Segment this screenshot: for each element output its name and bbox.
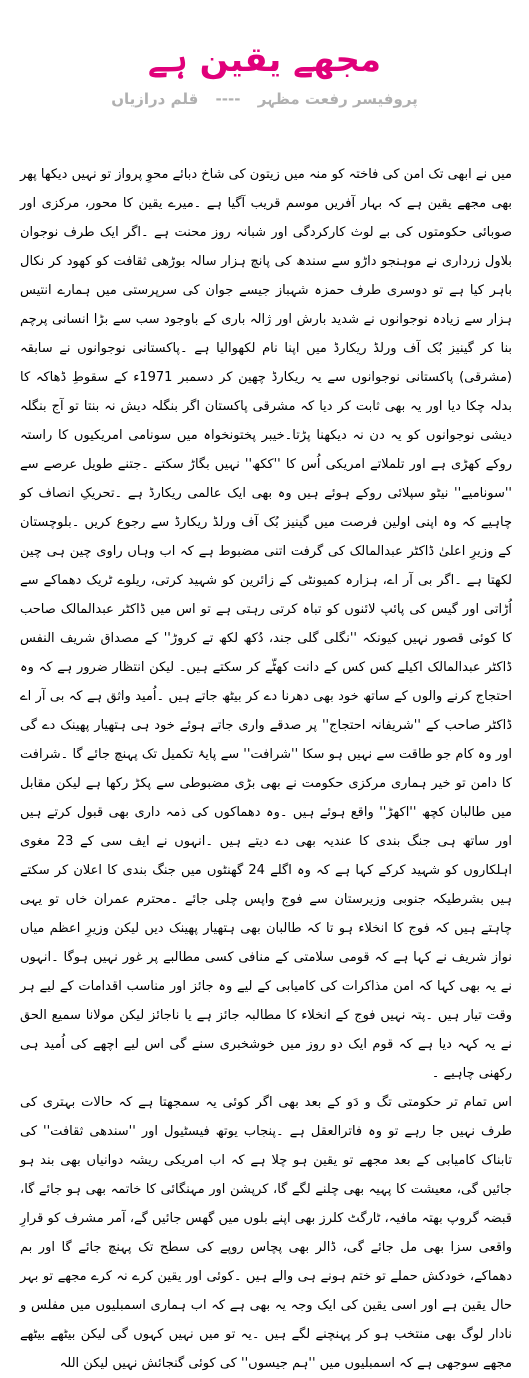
byline	[0, 88, 529, 110]
paragraph: میں نے ابھی تک امن کی فاختہ کو منہ میں زیتون کی شاخ دبائے محوِ پرواز تو نہیں دیکھا پھر بھی مجھے یقین ہے کہ بہار آفریں موسم قریب آگیا ہے ۔میرے یقین کا محور، مرکزی اور صوبائی حکومتوں کی بے لوث کارکردگی اور شبانہ روز محنت ہے ۔اگر ایک طرف نوجوان بلاول زرداری نے موہنجو داڑو سے سندھ کی پانچ ہزار سالہ بوڑھی ثقافت کو کھود کر نکال باہر کیا ہے تو دوسری طرف حمزہ شہباز جیسے جوان کی سرپرستی میں ہمارے انتیس ہزار سے زیادہ نوجوانوں نے شدید بارش اور ژالہ باری کے باوجود سب سے بڑا انسانی پرچم بنا کر گینیز بُک آف ورلڈ ریکارڈ میں اپنا نام لکھوالیا ہے ۔پاکستانی نوجوانوں نے سابقہ (مشرقی) پاکستانی نوجوانوں سے یہ ریکارڈ چھین کر دسمبر 1971ء کے سقوطِ ڈھاکہ کا بدلہ چکا دیا اور یہ بھی ثابت کر دیا کہ مشرقی پاکستان اگر بنگلہ دیش نہ بنتا تو آج بنگلہ دیشی نوجوانوں کو یہ دن نہ دیکھنا پڑتا۔خیبر پختونخواہ میں سونامی امریکیوں کا راستہ روکے کھڑی ہے اور تلملاتے امریکی اُس کا ''ککھ'' نہیں بگاڑ سکتے ۔جتنے طویل عرصے سے ''سونامیے'' نیٹو سپلائی روکے ہوئے ہیں وہ بھی ایک عالمی ریکارڈ ہے ۔تحریکِ انصاف کو چاہیے کہ وہ اپنی اولین فرصت میں گینیز بُک آف ورلڈ ریکارڈ سے رجوع کریں ۔بلوچستان کے وزیرِ اعلیٰ ڈاکٹر عبدالمالک کی گرفت اتنی مضبوط ہے کہ اب وہاں راوی چین ہی چین لکھتا ہے ۔اگر بی آر اے، ہزارہ کمیونٹی کے زائرین کو شہید کرتی، ریلوے ٹریک دھماکے سے اُڑاتی اور گیس کی پائپ لائنوں کو تباہ کرتی رہتی ہے تو اس میں ڈاکٹر عبدالمالک صاحب کا کوئی قصور نہیں کیونکہ ''نگلی گلی جند، دُکھ لکھ تے کروڑ'' کے مصداق شریف النفس ڈاکٹر عبدالمالک اکیلے کس کس کے دانت کھٹّے کر سکتے ہیں۔ لیکن انتظار ضرور ہے کہ وہ احتجاج کرنے والوں کے ساتھ خود بھی دھرنا دے کر بیٹھ جاتے ہیں ۔اُمید واثق ہے کہ بی آر اے ڈاکٹر صاحب کے ''شریفانہ احتجاج'' پر صدقے واری جاتے ہوئے خود ہی ہتھیار پھینک دے گی اور وہ کام جو طاقت سے نہیں ہو سکا ''شرافت'' سے پایۂ تکمیل تک پہنچ جائے گا ۔شرافت کا دامن تو خیر ہماری مرکزی حکومت نے بھی بڑی مضبوطی سے پکڑ رکھا ہے لیکن مقابل میں طالبان کچھ ''اکھڑ'' واقع ہوئے ہیں ۔وہ دھماکوں کی ذمہ داری بھی قبول کرتے ہیں اور ساتھ ہی جنگ بندی کا عندیہ بھی دے دیتے ہیں ۔انہوں نے ایف سی کے 23 مغوی اہلکاروں کو شہید کرکے کہا ہے کہ وہ اگلے 24 گھنٹوں میں جنگ بندی کا اعلان کر سکتے ہیں بشرطیکہ جنوبی وزیرستان سے فوج واپس چلی جائے ۔محترم عمران خاں تو یہی چاہتے ہیں کہ فوج کا انخلاء ہو تا کہ طالبان بھی ہتھیار پھینک دیں لیکن وزیرِ اعظم میاں نواز شریف نے کہا ہے کہ قومی سلامتی کے منافی کسی مطالبے پر غور نہیں ہوگا ۔انہوں نے یہ بھی کہا کہ امن مذاکرات کی کامیابی کے لیے وہ جائز اور مناسب اقدامات کے لیے ہر وقت تیار ہیں ۔پتہ نہیں فوج کے انخلاء کا مطالبہ جائز ہے یا ناجائز لیکن مولانا سمیع الحق نے یہ کہہ دیا ہے کہ قوم ایک دو روز میں خوشخبری سنے گی اس لیے اچھے کی اُمید ہی رکھنی چاہیے ۔	[20, 167, 513, 1081]
author-name: پروفیسر رفعت مظہر	[257, 90, 418, 108]
article-body	[20, 160, 513, 1371]
article-title: مجھے یقین ہے	[147, 40, 382, 80]
paragraph: اس تمام تر حکومتی تگ و دَو کے بعد بھی اگر کوئی یہ سمجھتا ہے کہ حالات بہتری کی طرف نہیں جا رہے تو وہ فاترالعقل ہے ۔پنجاب یوتھ فیسٹیول اور ''سندھی ثقافت'' کی تابناک کامیابی کے بعد مجھے تو یقین ہو چلا ہے کہ اب امریکی ریشہ دوانیاں بھی بند ہو جائیں گی، معیشت کا پہیہ بھی چلنے لگے گا، کرپشن اور مہنگائی کا خاتمہ بھی ہو جائے گا، قبضہ گروپ بھتہ مافیہ، ٹارگٹ کلرز بھی اپنے بلوں میں گھس جائیں گے، آمر مشرف کو قرارِ واقعی سزا بھی مل جائے گی، ڈالر بھی پچاس روپے کی سطح تک پہنچ جائے گا اور بم دھماکے، خودکش حملے تو ختم ہونے ہی والے ہیں ۔کوئی اور یقین کرے نہ کرے مجھے تو بہر حال یقین ہے اور اسی یقین کی ایک وجہ یہ بھی ہے کہ اب ہماری اسمبلیوں میں مفلس و نادار لوگ بھی منتخب ہو کر پہنچنے لگے ہیں ۔یہ تو میں نہیں کہوں گی لیکن بیٹھے بیٹھے مجھے سوجھی ہے کہ اسمبلیوں میں ''ہم جیسوں'' کی کوئی گنجائش نہیں لیکن اللہ	[20, 1095, 512, 1371]
column-name: قلم درازیاں	[111, 90, 199, 108]
byline-separator: ----	[215, 90, 241, 108]
